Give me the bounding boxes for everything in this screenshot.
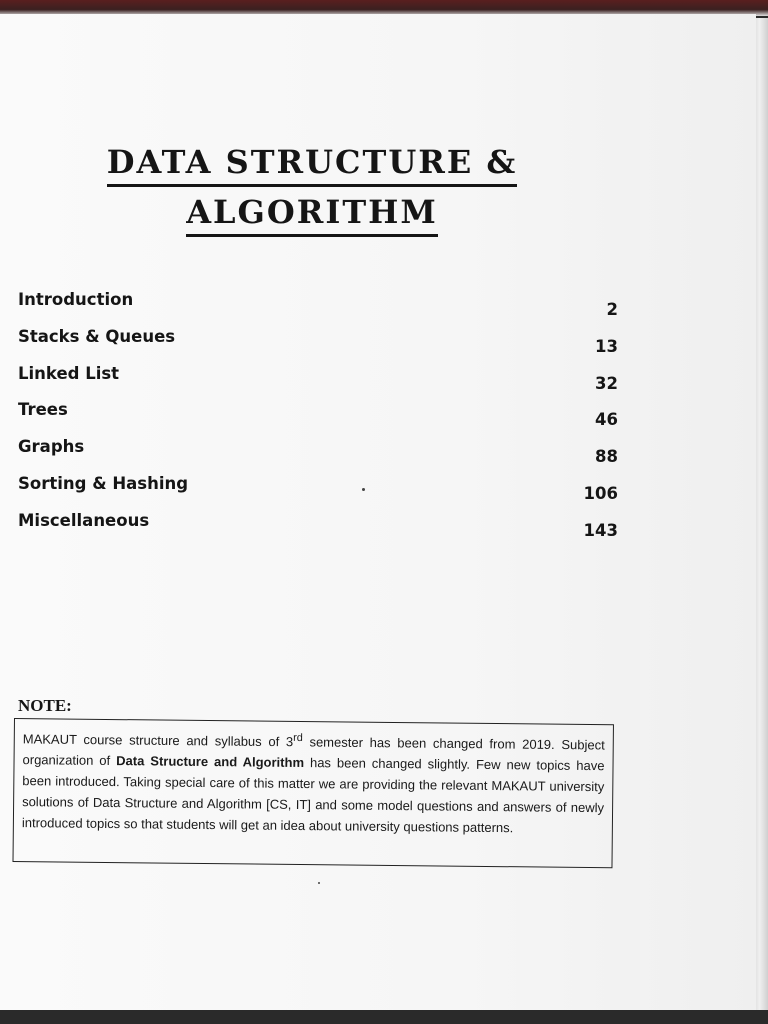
- note-text: has been changed slightly. Few new topics have been introduced. Taking special care of this matter we are providing the relevant MAKAUT university solutions of Data Structure and Algorithm [CS, IT] and some model questions and answers of newly introduced topics so that students will get an idea about university questions patterns.: [21, 755, 605, 836]
- toc-title: Graphs: [18, 437, 85, 457]
- document-page: [0, 14, 756, 1010]
- note-label: NOTE:: [18, 696, 72, 715]
- toc-row: [18, 364, 618, 401]
- toc-row: [18, 327, 618, 364]
- note-superscript: rd: [293, 731, 303, 745]
- toc-page-number: 143: [583, 520, 618, 540]
- toc-page-number: 88: [595, 447, 618, 467]
- toc-row: [18, 437, 618, 474]
- note-box: [12, 718, 613, 868]
- page-edge: [754, 18, 768, 1010]
- toc-row: [18, 290, 618, 327]
- toc-page-number: 106: [583, 483, 618, 503]
- table-of-contents: [18, 290, 618, 548]
- note-text: semester has been changed from 2019. Subject organization of: [22, 734, 605, 769]
- toc-title: Stacks & Queues: [18, 326, 176, 346]
- toc-title: Sorting & Hashing: [18, 473, 189, 493]
- toc-page-number: 46: [595, 410, 618, 430]
- toc-page-number: 13: [595, 336, 618, 356]
- title-line-2: ALGORITHM: [186, 192, 438, 237]
- title-line-1-wrap: [0, 142, 624, 187]
- paper-speck: [362, 488, 365, 491]
- toc-row: [18, 474, 618, 511]
- toc-title: Miscellaneous: [18, 510, 150, 530]
- toc-page-number: 2: [606, 300, 618, 319]
- paper-speck: [318, 882, 320, 884]
- note-text: MAKAUT course structure and syllabus of 3: [22, 731, 294, 750]
- toc-title: Trees: [18, 400, 68, 420]
- toc-row: [18, 511, 618, 548]
- toc-row: [18, 400, 618, 437]
- title-line-2-wrap: [0, 192, 624, 237]
- toc-title: Linked List: [18, 363, 120, 383]
- toc-page-number: 32: [595, 373, 618, 393]
- title-line-1: DATA STRUCTURE &: [107, 142, 517, 187]
- toc-title: Introduction: [18, 290, 134, 309]
- note-bold-subject: Data Structure and Algorithm: [116, 753, 305, 771]
